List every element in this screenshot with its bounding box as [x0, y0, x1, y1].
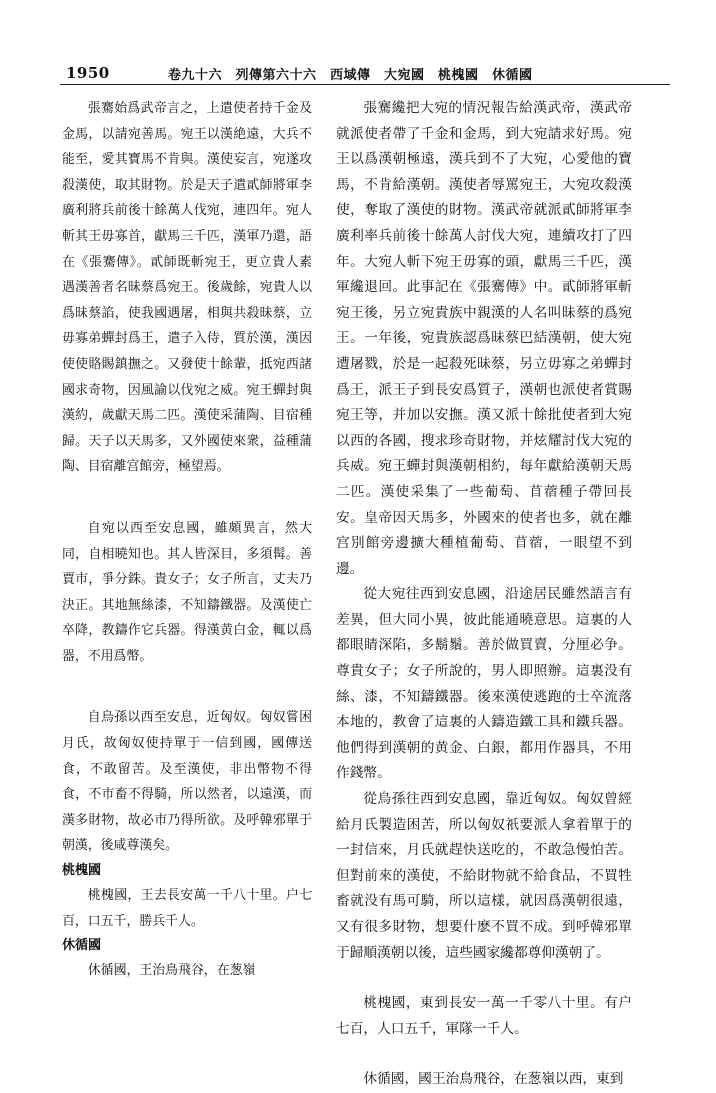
translation-paragraph-xiongnu: 從烏孫往西到安息國，靠近匈奴。匈奴曾經給月氏製造困苦，所以匈奴祇要派人拿着單于的一封信來，月氏就趕快送吃的，不敢急慢怕苦。但對前來的漢使，不給財物就不給食品，不買牲畜就没有馬可騎，所以這樣，就因爲漢朝很遠，又有很多財物，想要什麽不買不成。到呼韓邪單于歸順漢朝以後，這些國家纔都尊仰漢朝了。	[336, 791, 632, 961]
section-heading-xiuxun: 休循國	[62, 938, 102, 954]
page-header	[0, 0, 716, 86]
classical-paragraph-xiongnu: 自烏孫以西至安息，近匈奴。匈奴嘗困月氏，故匈奴使持單于一信到國，國傳送食，不敢留苦。及至漢使，非出幣物不得食，不市畜不得騎，所以然者，以遠漢，而漢多財物，故必市乃得所欲。及呼韓邪單于朝漢，後咸尊漢矣。	[62, 710, 312, 854]
translation-paragraph-taohuai: 桃槐國，東到長安一萬一千零八十里。有户七百，人口五千，軍隊一千人。	[336, 995, 632, 1037]
classical-paragraph-anxi: 自宛以西至安息國，雖頗異言，然大同，自相曉知也。其人皆深目，多須髯。善賈市，爭分銖。貴女子；女子所言，丈夫乃決正。其地無絲漆，不知鑄鐵器。及漢使亡卒降，教鑄作它兵器。得漢黄白金，輒以爲器，不用爲幣。	[62, 520, 312, 664]
classical-paragraph-xiuxun: 休循國，王治鳥飛谷，在葱嶺	[87, 963, 256, 979]
classical-paragraph-dayuan: 張騫始爲武帝言之，上遣使者持千金及金馬，以請宛善馬。宛王以漢絶遠，大兵不能至，愛其寶馬不肯與。漢使妄言，宛遂攻殺漢使，取其財物。於是天子遣貳師將軍李廣利將兵前後十餘萬人伐宛，連四年。宛人斬其王毋寡首，獻馬三千匹，漢軍乃還，語在《張騫傳》。貳師既斬宛王，更立貴人素遇漢善者名昧蔡爲宛王。後歲餘，宛貴人以爲昧蔡諂，使我國遇屠，相與共殺昧蔡，立毋寡弟蟬封爲王，遣子入侍，質於漢，漢因使使賂賜鎮撫之。又發使十餘輩，抵宛西諸國求奇物，因風諭以伐宛之威。宛王蟬封與漢約，歲獻天馬二匹。漢使采蒲陶、目宿種歸。天子以天馬多，又外國使來衆，益種蒲陶、目宿離宫館旁，極望焉。	[62, 101, 312, 475]
header-rule	[60, 84, 670, 85]
page-number: 1950	[66, 64, 110, 82]
running-title: 卷九十六 列傳第六十六 西域傳 大宛國 桃槐國 休循國	[168, 68, 533, 83]
section-heading-taohuai: 桃槐國	[62, 863, 102, 879]
classical-text-column	[62, 96, 312, 984]
translation-paragraph-xiuxun: 休循國，國王治鳥飛谷，在葱嶺以西，東到	[363, 1071, 624, 1088]
translation-text-column	[336, 96, 632, 1093]
classical-paragraph-taohuai: 桃槐國，王去長安萬一千八十里。户七百，口五千，勝兵千人。	[62, 888, 312, 929]
translation-paragraph-dayuan: 張騫纔把大宛的情況報告給漢武帝，漢武帝就派使者帶了千金和金馬，到大宛請求好馬。宛王以爲漢朝極遠，漢兵到不了大宛，心愛他的寶馬，不肯給漢朝。漢使者辱罵宛王，大宛攻殺漢使，奪取了漢使的財物。漢武帝就派貳師將軍李廣利率兵前後十餘萬人討伐大宛，連續攻打了四年。大宛人斬下宛王毋寡的頭，獻馬三千匹，漢軍纔退回。此事記在《張騫傳》中。貳師將軍斬宛王後，另立宛貴族中親漢的人名叫昧蔡的爲宛王。一年後，宛貴族認爲昧蔡巴結漢朝，使大宛遭屠戮，於是一起殺死昧蔡，另立毋寡之弟蟬封爲王，派王子到長安爲質子，漢朝也派使者賞賜宛王等，并加以安撫。漢又派十餘批使者到大宛以西的各國，搜求珍奇財物，并炫耀討伐大宛的兵威。宛王蟬封與漢朝相約，每年獻給漢朝天馬二匹。漢使采集了一些葡萄、苜蓿種子帶回長安。皇帝因天馬多，外國來的使者也多，就在離宫別館旁邊擴大種植葡萄、苜蓿，一眼望不到邊。	[336, 100, 632, 577]
translation-paragraph-anxi: 從大宛往西到安息國，沿途居民雖然語言有差異，但大同小異，彼此能通曉意思。這裏的人都眼睛深陷，多鬍鬚。善於做買賣，分厘必争。尊貴女子；女子所說的，男人即照辦。這裏没有絲、漆，不知鑄鐵器。後來漢使逃跑的士卒流落本地的，教會了這裏的人鑄造鐵工具和鐵兵器。他們得到漢朝的黄金、白銀，都用作器具，不用作錢幣。	[336, 586, 632, 782]
